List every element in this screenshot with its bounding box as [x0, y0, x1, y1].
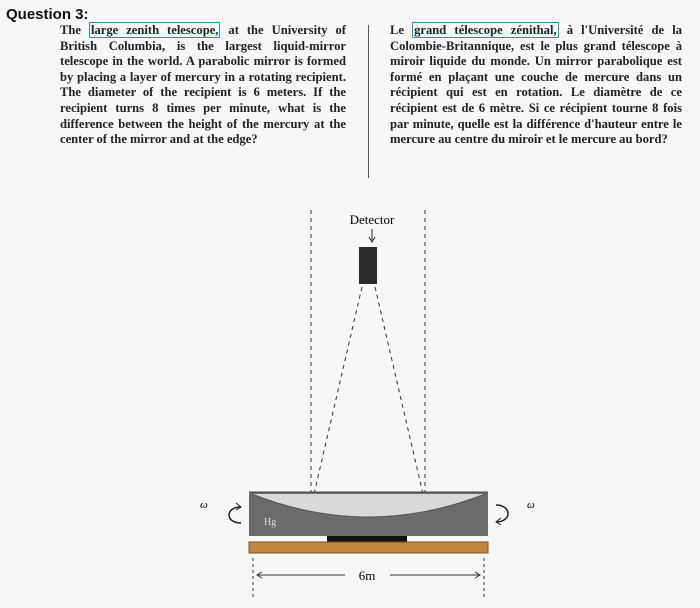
detector-label: Detector	[349, 212, 395, 227]
base-plate	[249, 542, 488, 553]
french-highlight: grand télescope zénithal,	[414, 23, 557, 37]
left-rotation-arrow	[229, 507, 241, 523]
left-omega-symbol: ω	[200, 499, 208, 511]
question-title: Question 3:	[6, 6, 89, 23]
right-omega-symbol: ω	[527, 499, 535, 511]
right-rotation-arrow	[496, 505, 508, 522]
english-text-rest: at the University of British Columbia, is the largest liquid-mirror telescope in the world. A parabolic mirror is formed by placing a layer of mercury in a rotating recipient. The diameter of the recipient is 6 meters. If the recipient turns 8 times per minute, what is the difference between the height of the mercury at the center of the mirror and at the edge?	[60, 23, 347, 147]
mercury-label: Hg	[264, 517, 277, 528]
french-text-start: Le	[390, 23, 404, 37]
left-light-ray	[314, 287, 362, 494]
detector-box	[359, 247, 377, 284]
dimension-label: 6m	[358, 568, 376, 583]
rotation-stand	[327, 536, 407, 542]
right-light-ray	[375, 287, 423, 494]
english-highlight: large zenith telescope,	[90, 23, 219, 37]
french-text-rest: à l'Université de la Colombie-Britannique, est le plus grand télescope à miroir liquide du monde. Un mirror parabolique est formé en plaçant une couche de mercure dans un récipient qui est en rotation. Le diamètre de ce récipient est de 6 mètre. Si ce récipient tourne 8 fois par minute, quelle est la différence d'hauteur entre le mercure au centre du miroir et le mercure au bord?	[390, 23, 682, 147]
english-text-start: The	[60, 23, 81, 37]
